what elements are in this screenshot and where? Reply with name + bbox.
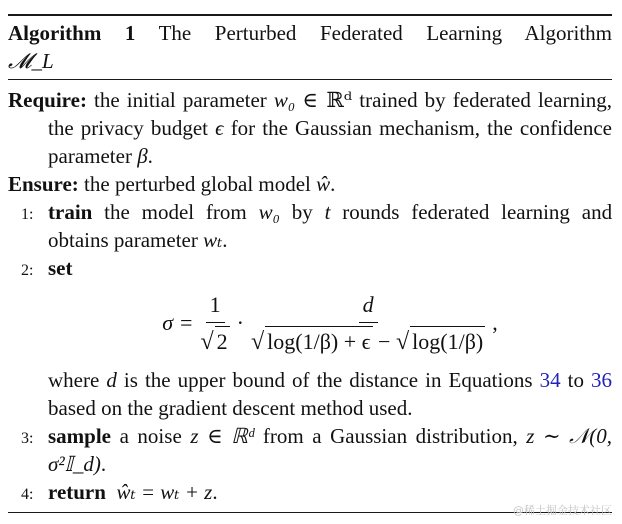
step-3-z-in: z ∈ ℝᵈ [190, 424, 255, 448]
eq-end: , [492, 310, 498, 335]
eq-den-2 [247, 323, 489, 356]
step-2-to: to [567, 368, 584, 392]
step-1-text-a: the model from [104, 200, 247, 224]
eq-log-a: log(1/β) + ϵ [265, 326, 372, 356]
step-4-end: . [212, 480, 218, 504]
eq-log-b: log(1/β) [410, 326, 485, 356]
step-3 [8, 422, 612, 478]
require-clause [8, 86, 612, 170]
step-1 [8, 198, 612, 254]
require-epsilon: ϵ [215, 116, 224, 140]
algorithm-symbol: 𝓜_L [8, 49, 54, 73]
algorithm-block [8, 14, 612, 513]
step-3-text-a: a noise [119, 424, 182, 448]
step-keyword: set [48, 256, 73, 280]
equation-ref-link[interactable]: 34 [539, 368, 561, 392]
eq-den-1-radicand: 2 [215, 326, 230, 356]
require-text-b: trained by federated learning, the privacy budget [48, 88, 613, 140]
require-beta: β [137, 144, 148, 168]
eq-fraction-1 [196, 291, 233, 356]
eq-minus: − [378, 328, 391, 354]
step-keyword: return [48, 480, 106, 504]
ensure-text: the perturbed global model [84, 172, 311, 196]
eq-num-2: d [359, 291, 378, 323]
step-1-w0: w₀ [258, 200, 280, 224]
sigma-equation [48, 284, 612, 362]
algorithm-title [8, 16, 612, 49]
step-number: 3: [21, 430, 34, 447]
ensure-what: ŵ [316, 172, 331, 196]
eq-lhs: σ = [162, 310, 194, 335]
sqrt-icon: √ [395, 328, 410, 355]
ensure-clause [8, 170, 612, 198]
step-2-text-a: where [48, 368, 100, 392]
require-text-c: for the Gaussian mechanism, the confidence parameter [48, 116, 612, 168]
algorithm-body [8, 80, 612, 512]
step-number: 1: [21, 206, 34, 223]
step-1-text-b: by [291, 200, 313, 224]
step-keyword: train [48, 200, 93, 224]
step-1-end: . [222, 228, 228, 252]
step-3-text-b: from a Gaussian distribution, [262, 424, 518, 448]
eq-num-1: 1 [206, 291, 225, 323]
step-3-end: . [100, 452, 107, 476]
eq-dot: · [236, 310, 244, 335]
require-in-rd: ∈ ℝᵈ [302, 88, 353, 112]
algorithm-title-text: The Perturbed Federated Learning Algorithm [158, 21, 613, 45]
step-2 [8, 254, 612, 422]
sqrt-icon: √ [200, 328, 214, 355]
step-2-explanation [48, 366, 612, 422]
require-w0: w₀ [273, 88, 296, 112]
sqrt-icon: √ [250, 328, 265, 355]
algorithm-symbol-line [8, 49, 612, 79]
equation-ref-link[interactable]: 36 [591, 368, 612, 392]
step-keyword: sample [48, 424, 111, 448]
step-1-wt: wₜ [203, 228, 223, 252]
step-2-text-b: is the upper bound of the distance in Equations [123, 368, 533, 392]
step-1-t: t [324, 200, 331, 224]
step-3-dist: z ∼ 𝒩(0, σ²𝕀_d) [48, 424, 613, 476]
ensure-end: . [330, 172, 336, 196]
eq-fraction-2 [247, 291, 489, 356]
eq-den-1 [196, 323, 233, 356]
ensure-keyword: Ensure: [8, 172, 79, 196]
step-1-text-c: rounds federated learning and obtains parameter [48, 200, 613, 252]
require-end: . [147, 144, 153, 168]
step-4-expr: ŵₜ = wₜ + z [116, 480, 213, 504]
algorithm-label: Algorithm 1 [8, 21, 136, 45]
require-keyword: Require: [8, 88, 87, 112]
require-text-a: the initial parameter [94, 88, 267, 112]
step-2-text-c: based on the gradient descent method used. [48, 396, 413, 420]
step-number: 4: [21, 486, 34, 503]
step-2-d: d [106, 368, 117, 392]
watermark: @稀土掘金技术社区 [513, 504, 612, 517]
step-number: 2: [21, 262, 34, 279]
